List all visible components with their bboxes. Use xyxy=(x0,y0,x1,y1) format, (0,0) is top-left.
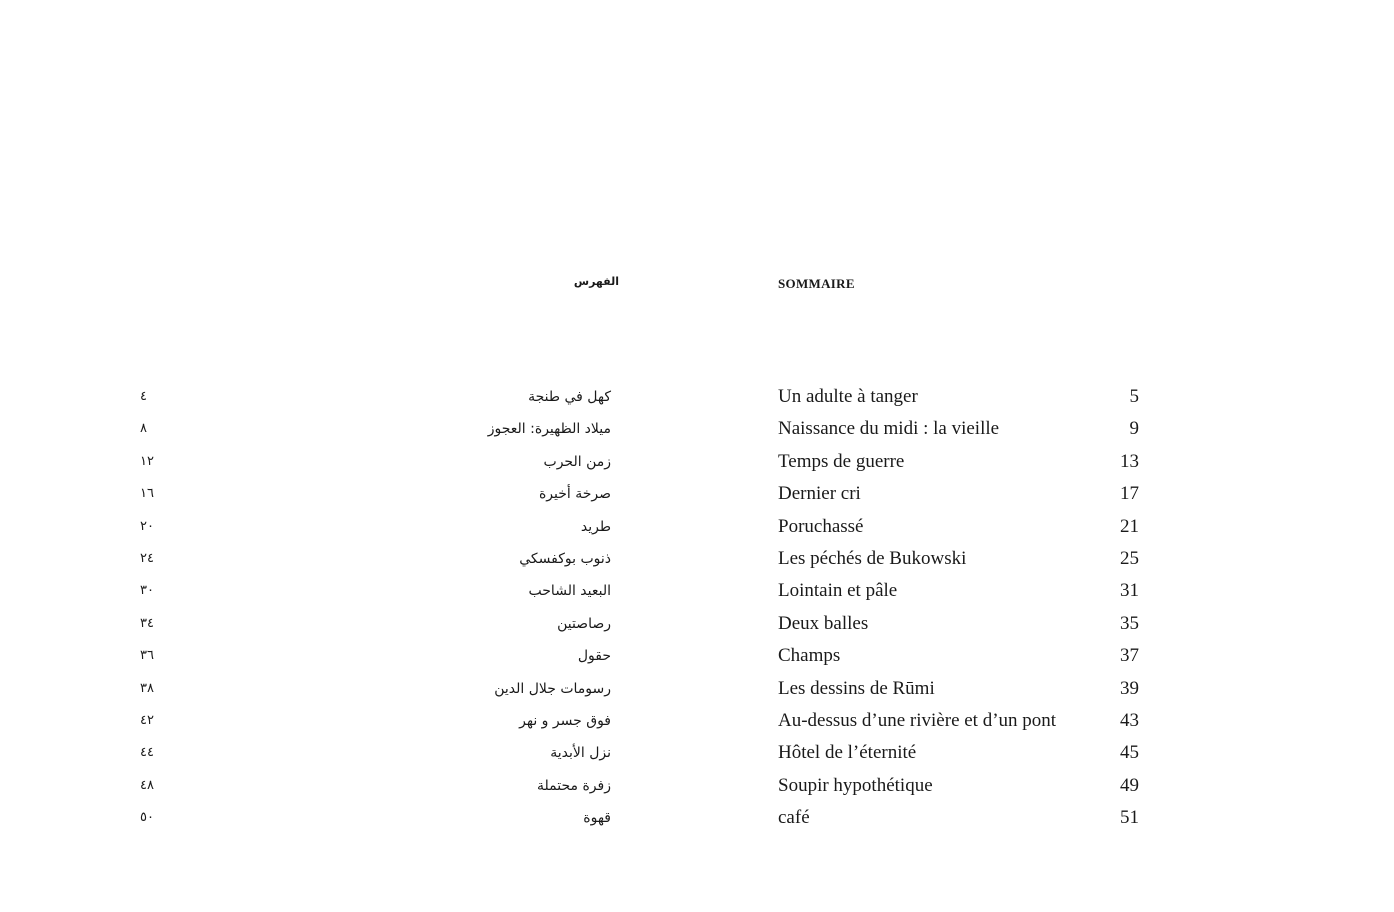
french-title: café xyxy=(778,807,810,829)
toc-row xyxy=(0,775,1394,807)
french-title: Au-dessus d’une rivière et d’un pont xyxy=(778,709,1057,731)
french-page-number: 17 xyxy=(1120,483,1139,505)
arabic-title: رصاصتين xyxy=(557,615,611,632)
arabic-toc-heading: الفهرس xyxy=(573,275,619,288)
toc-row xyxy=(0,645,1394,677)
toc-row xyxy=(0,742,1394,774)
french-page-number: 37 xyxy=(1120,645,1139,667)
toc-row xyxy=(0,483,1394,515)
arabic-title: حقول xyxy=(577,648,611,665)
table-of-contents xyxy=(0,386,1394,839)
french-title: Dernier cri xyxy=(778,483,861,505)
arabic-page-number: ٣٦ xyxy=(140,648,154,664)
french-title: Soupir hypothétique xyxy=(778,774,933,796)
arabic-title: ميلاد الظهيرة: العجوز xyxy=(487,421,611,438)
french-page-number: 39 xyxy=(1120,677,1139,699)
toc-row xyxy=(0,807,1394,839)
french-page-number: 5 xyxy=(1129,386,1139,407)
french-page-number: 35 xyxy=(1120,612,1139,634)
french-page-number: 21 xyxy=(1120,515,1139,537)
arabic-page-number: ٥٠ xyxy=(140,810,154,826)
toc-row xyxy=(0,710,1394,742)
arabic-title: كهل في طنجة xyxy=(528,389,611,405)
french-title: Temps de guerre xyxy=(778,450,905,472)
french-title: Hôtel de l’éternité xyxy=(778,742,917,764)
french-title: Lointain et pâle xyxy=(778,580,898,602)
arabic-page-number: ٣٨ xyxy=(140,680,154,696)
arabic-title: قهوة xyxy=(583,810,611,827)
arabic-page-number: ٨ xyxy=(140,421,147,437)
french-page-number: 43 xyxy=(1120,709,1139,731)
arabic-page-number: ٤٨ xyxy=(140,777,154,793)
french-title: Naissance du midi : la vieille xyxy=(778,418,1000,440)
french-page-number: 49 xyxy=(1120,774,1139,796)
arabic-page-number: ٤ xyxy=(140,389,147,404)
toc-row xyxy=(0,613,1394,645)
toc-row xyxy=(0,678,1394,710)
arabic-title: طريد xyxy=(580,518,611,535)
arabic-page-number: ٣٤ xyxy=(140,615,154,631)
french-page-number: 45 xyxy=(1120,742,1139,764)
arabic-title: زمن الحرب xyxy=(543,453,611,470)
arabic-title: زفرة محتملة xyxy=(537,777,611,794)
arabic-page-number: ٤٤ xyxy=(140,745,154,761)
french-page-number: 13 xyxy=(1120,450,1139,472)
french-page-number: 51 xyxy=(1120,807,1139,829)
french-toc-heading: SOMMAIRE xyxy=(778,276,855,291)
arabic-page-number: ٢٤ xyxy=(140,550,154,566)
french-title: Deux balles xyxy=(778,612,869,634)
arabic-title: رسومات جلال الدين xyxy=(494,680,611,697)
toc-row xyxy=(0,516,1394,548)
toc-row xyxy=(0,386,1394,418)
toc-row xyxy=(0,418,1394,450)
toc-row xyxy=(0,451,1394,483)
toc-row xyxy=(0,548,1394,580)
arabic-page-number: ١٢ xyxy=(140,453,154,469)
french-title: Les péchés de Bukowski xyxy=(778,547,967,569)
arabic-page-number: ٢٠ xyxy=(140,518,154,534)
arabic-title: صرخة أخيرة xyxy=(538,486,611,503)
arabic-title: نزل الأبدية xyxy=(550,745,611,762)
french-title: Les dessins de Rūmi xyxy=(778,677,935,699)
arabic-page-number: ١٦ xyxy=(140,486,154,502)
french-page-number: 25 xyxy=(1120,547,1139,569)
toc-row xyxy=(0,580,1394,612)
french-title: Un adulte à tanger xyxy=(778,386,918,407)
french-page-number: 9 xyxy=(1129,418,1139,440)
arabic-page-number: ٣٠ xyxy=(140,583,154,599)
french-title: Champs xyxy=(778,645,841,667)
french-title: Poruchassé xyxy=(778,515,864,537)
arabic-title: البعيد الشاحب xyxy=(528,583,611,600)
arabic-title: فوق جسر و نهر xyxy=(519,712,611,729)
arabic-title: ذنوب بوكفسكي xyxy=(519,550,611,567)
french-page-number: 31 xyxy=(1120,580,1139,602)
arabic-page-number: ٤٢ xyxy=(140,712,154,728)
